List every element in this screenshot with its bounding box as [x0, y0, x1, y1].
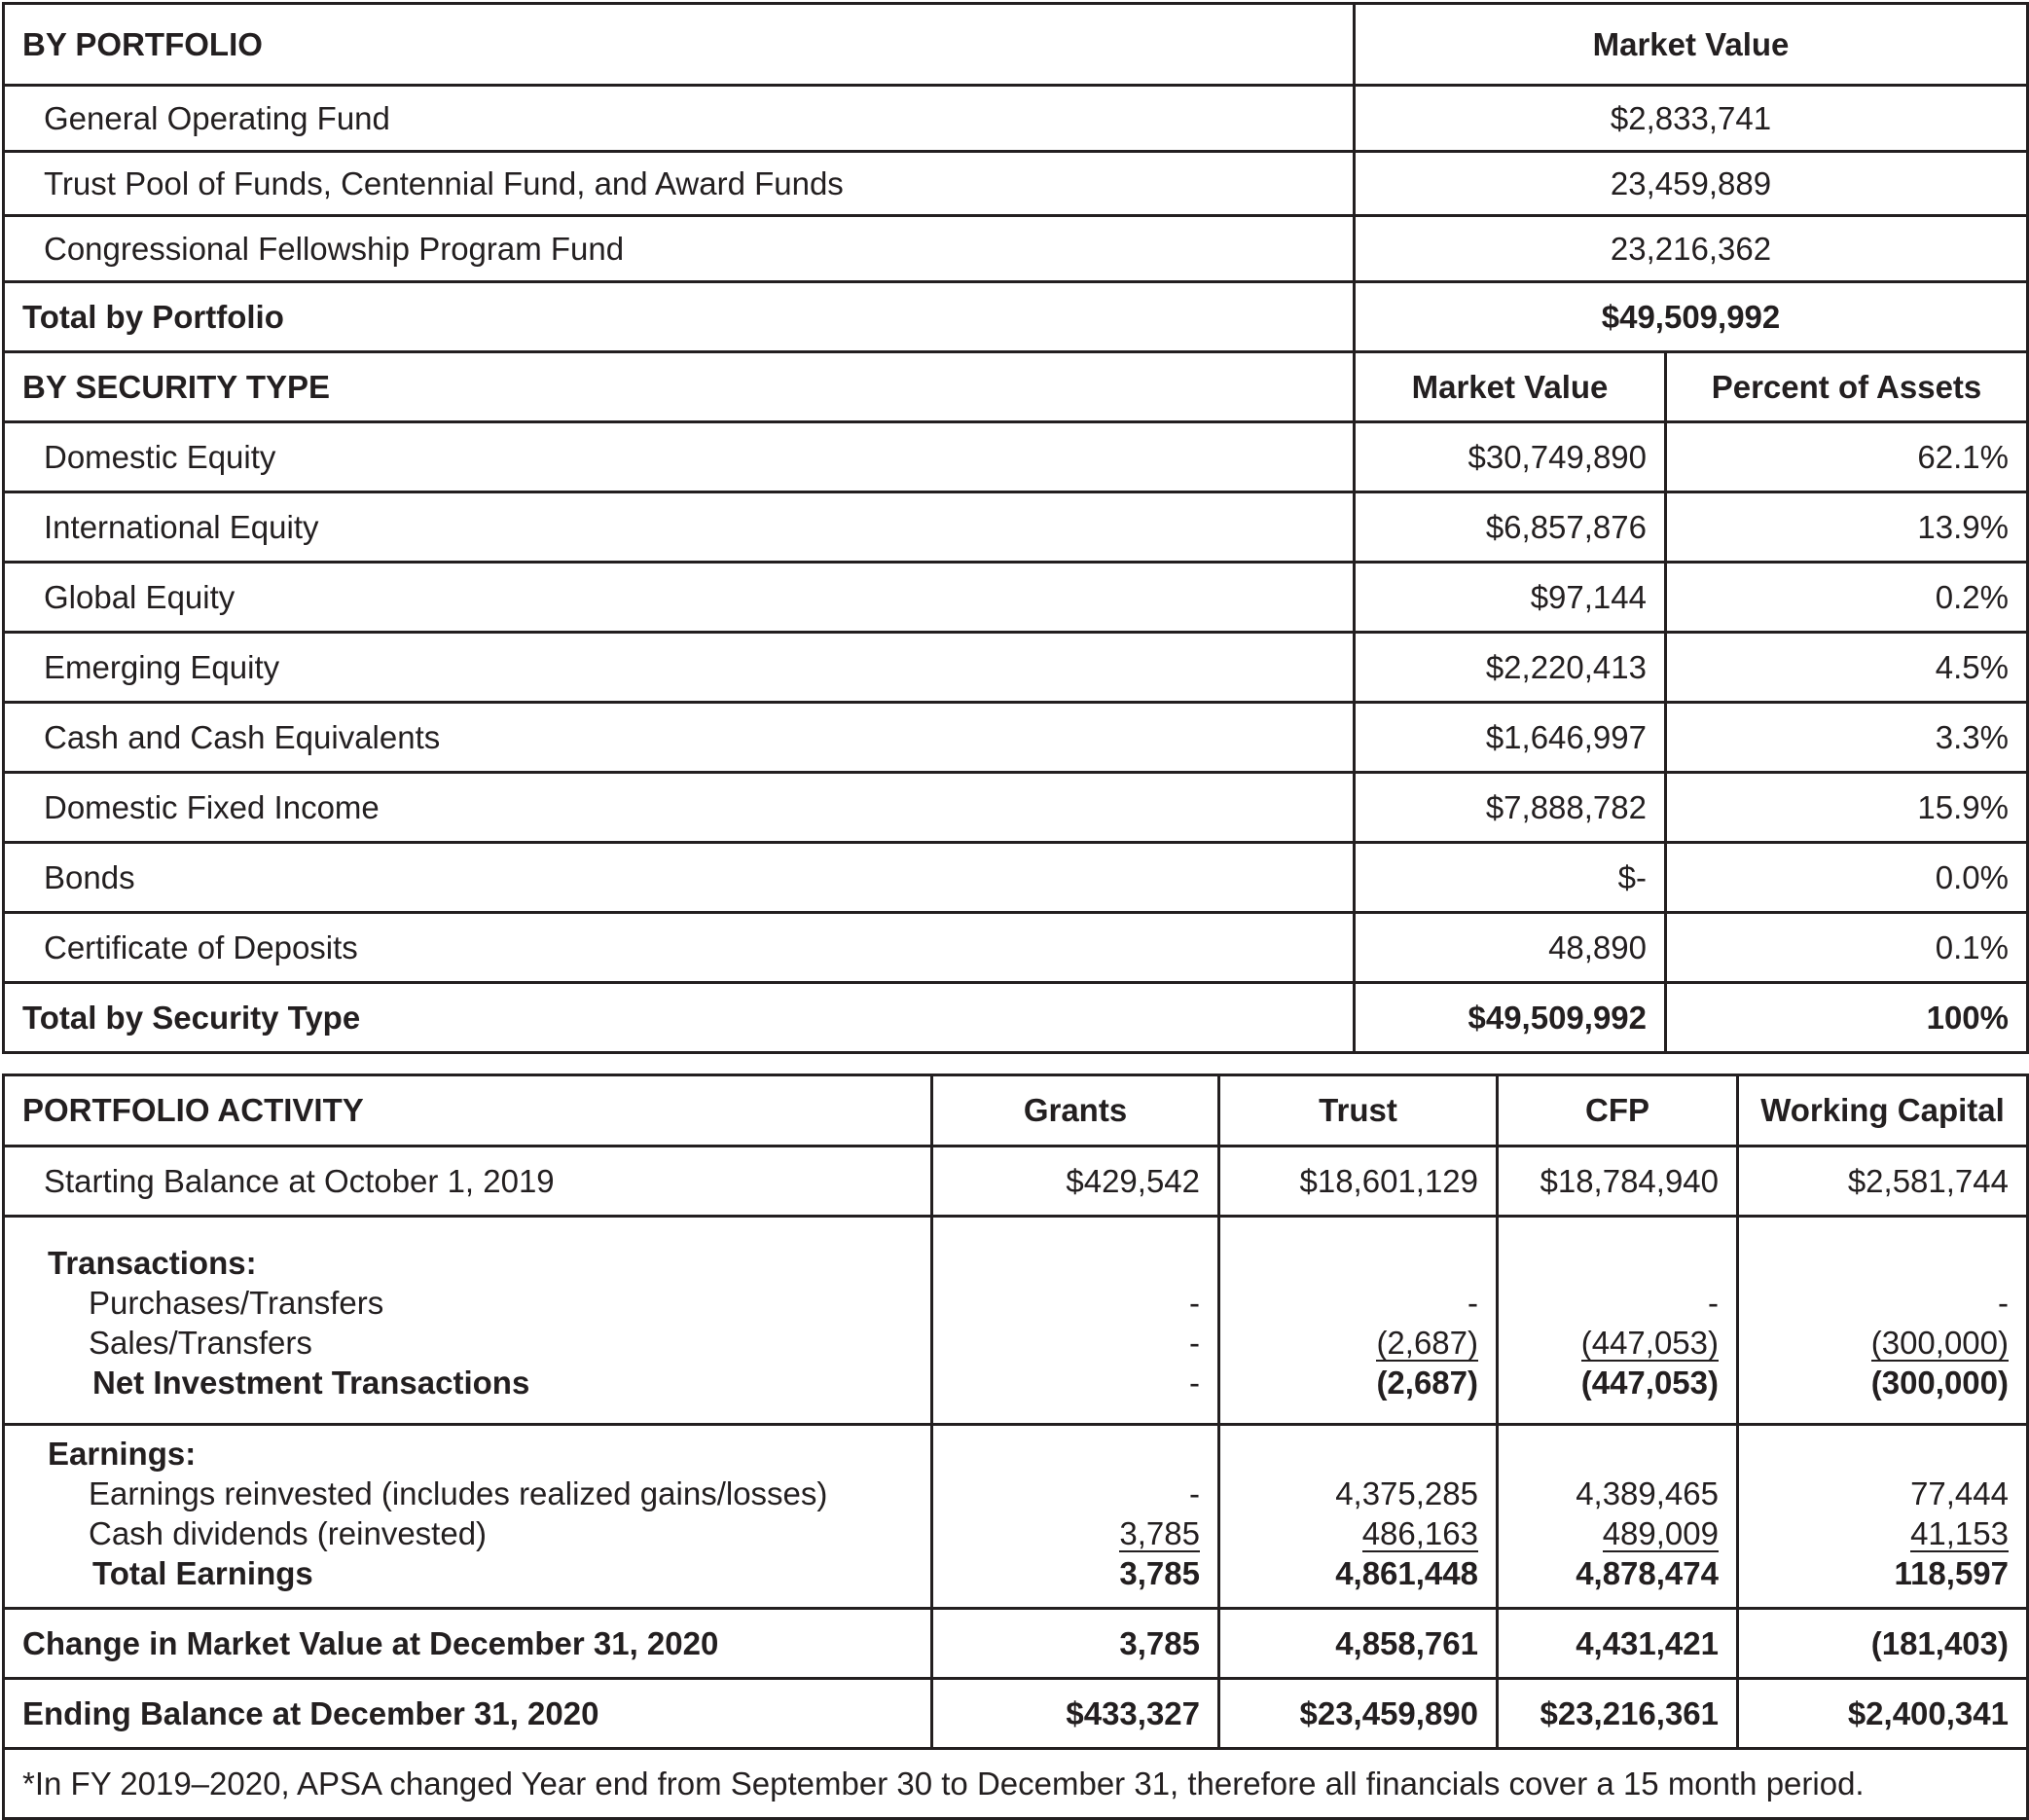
- by-security-heading: BY SECURITY TYPE: [4, 352, 1355, 422]
- net-value: (2,687): [1376, 1365, 1478, 1401]
- total-value: $49,509,992: [1355, 282, 2028, 352]
- row-percent: 0.2%: [1666, 563, 2028, 633]
- sales-value: (447,053): [1580, 1325, 1719, 1361]
- reinvested-value: 4,389,465: [1576, 1475, 1719, 1511]
- row-value: $23,216,361: [1498, 1679, 1738, 1749]
- table-row: [4, 152, 2028, 216]
- portfolio-total-row: [4, 282, 2028, 352]
- sales-value: (2,687): [1376, 1325, 1478, 1361]
- reinvested-value: 77,444: [1910, 1475, 2009, 1511]
- transactions-trust: [1219, 1217, 1498, 1425]
- net-transactions-label: Net Investment Transactions: [92, 1365, 530, 1401]
- dividends-value: 3,785: [1119, 1515, 1200, 1551]
- net-value: (300,000): [1870, 1365, 2009, 1401]
- earnings-labels: [4, 1425, 932, 1609]
- row-label: Starting Balance at October 1, 2019: [4, 1147, 932, 1217]
- row-label: Trust Pool of Funds, Centennial Fund, and Award Funds: [4, 152, 1355, 216]
- transactions-working-capital: [1738, 1217, 2028, 1425]
- row-percent: 0.1%: [1666, 913, 2028, 983]
- total-value: $49,509,992: [1355, 983, 1666, 1053]
- row-value: $-: [1355, 843, 1666, 913]
- row-value: $18,784,940: [1498, 1147, 1738, 1217]
- sales-value: -: [1189, 1325, 1200, 1361]
- total-earnings-label: Total Earnings: [92, 1555, 313, 1591]
- sales-value: (300,000): [1870, 1325, 2009, 1361]
- net-value: (447,053): [1580, 1365, 1719, 1401]
- row-percent: 0.0%: [1666, 843, 2028, 913]
- dividends-value: 489,009: [1602, 1515, 1719, 1551]
- row-label: Emerging Equity: [4, 633, 1355, 703]
- row-value: 48,890: [1355, 913, 1666, 983]
- table-row: [4, 86, 2028, 152]
- row-value: $23,459,890: [1219, 1679, 1498, 1749]
- earnings-trust: [1219, 1425, 1498, 1609]
- portfolio-header-row: [4, 4, 2028, 86]
- row-label: Global Equity: [4, 563, 1355, 633]
- row-percent: 15.9%: [1666, 773, 2028, 843]
- table-row: [4, 773, 2028, 843]
- total-earnings-value: 4,861,448: [1335, 1555, 1478, 1591]
- row-value: 23,459,889: [1355, 152, 2028, 216]
- net-value: -: [1189, 1365, 1200, 1401]
- portfolio-activity-heading: PORTFOLIO ACTIVITY: [4, 1075, 932, 1147]
- row-label: Bonds: [4, 843, 1355, 913]
- by-portfolio-heading: BY PORTFOLIO: [4, 4, 1355, 86]
- reinvested-value: 4,375,285: [1335, 1475, 1478, 1511]
- earnings-block: [4, 1425, 2028, 1609]
- row-label: Certificate of Deposits: [4, 913, 1355, 983]
- row-percent: 3.3%: [1666, 703, 2028, 773]
- row-value: $18,601,129: [1219, 1147, 1498, 1217]
- earnings-grants: [932, 1425, 1219, 1609]
- transactions-labels: [4, 1217, 932, 1425]
- row-value: $2,220,413: [1355, 633, 1666, 703]
- earnings-label: Earnings:: [48, 1436, 197, 1472]
- purchases-label: Purchases/Transfers: [89, 1285, 384, 1321]
- total-label: Total by Security Type: [4, 983, 1355, 1053]
- row-label: International Equity: [4, 492, 1355, 563]
- purchases-value: -: [1708, 1285, 1719, 1321]
- row-label: Congressional Fellowship Program Fund: [4, 216, 1355, 282]
- col-grants: Grants: [932, 1075, 1219, 1147]
- row-value: $30,749,890: [1355, 422, 1666, 492]
- row-value: $2,833,741: [1355, 86, 2028, 152]
- change-row: [4, 1609, 2028, 1679]
- dividends-value: 486,163: [1361, 1515, 1478, 1551]
- row-percent: 4.5%: [1666, 633, 2028, 703]
- row-percent: 13.9%: [1666, 492, 2028, 563]
- table-row: [4, 843, 2028, 913]
- table-row: [4, 563, 2028, 633]
- purchases-value: -: [1467, 1285, 1478, 1321]
- ending-balance-row: [4, 1679, 2028, 1749]
- table-row: [4, 913, 2028, 983]
- portfolio-table: [2, 2, 2029, 1054]
- row-label: Domestic Equity: [4, 422, 1355, 492]
- col-cfp: CFP: [1498, 1075, 1738, 1147]
- total-earnings-value: 3,785: [1119, 1555, 1200, 1591]
- portfolio-activity-table: [2, 1074, 2029, 1820]
- table-row: [4, 633, 2028, 703]
- table-row: [4, 492, 2028, 563]
- row-value: $97,144: [1355, 563, 1666, 633]
- row-value: 4,858,761: [1219, 1609, 1498, 1679]
- row-value: $7,888,782: [1355, 773, 1666, 843]
- row-value: 4,431,421: [1498, 1609, 1738, 1679]
- table-row: [4, 216, 2028, 282]
- total-earnings-value: 118,597: [1894, 1555, 2009, 1591]
- row-value: $2,581,744: [1738, 1147, 2028, 1217]
- table-row: [4, 703, 2028, 773]
- activity-header-row: [4, 1075, 2028, 1147]
- row-value: $1,646,997: [1355, 703, 1666, 773]
- row-value: $429,542: [932, 1147, 1219, 1217]
- dividends-value: 41,153: [1910, 1515, 2009, 1551]
- purchases-value: -: [1998, 1285, 2009, 1321]
- row-label: Change in Market Value at December 31, 2020: [4, 1609, 932, 1679]
- total-label: Total by Portfolio: [4, 282, 1355, 352]
- earnings-working-capital: [1738, 1425, 2028, 1609]
- percent-of-assets-header: Percent of Assets: [1666, 352, 2028, 422]
- row-label: Domestic Fixed Income: [4, 773, 1355, 843]
- total-earnings-value: 4,878,474: [1576, 1555, 1719, 1591]
- row-label: Cash and Cash Equivalents: [4, 703, 1355, 773]
- col-trust: Trust: [1219, 1075, 1498, 1147]
- row-value: 3,785: [932, 1609, 1219, 1679]
- sales-label: Sales/Transfers: [89, 1325, 312, 1361]
- row-value: $2,400,341: [1738, 1679, 2028, 1749]
- security-header-row: [4, 352, 2028, 422]
- starting-balance-row: [4, 1147, 2028, 1217]
- footnote: *In FY 2019–2020, APSA changed Year end from September 30 to December 31, therefore all financials cover a 15 month period.: [4, 1749, 2028, 1819]
- reinvested-label: Earnings reinvested (includes realized gains/losses): [89, 1475, 828, 1511]
- portfolio-market-value-header: Market Value: [1355, 4, 2028, 86]
- purchases-value: -: [1189, 1285, 1200, 1321]
- row-value: $6,857,876: [1355, 492, 1666, 563]
- row-percent: 62.1%: [1666, 422, 2028, 492]
- row-value: 23,216,362: [1355, 216, 2028, 282]
- transactions-grants: [932, 1217, 1219, 1425]
- transactions-label: Transactions:: [48, 1245, 257, 1281]
- security-market-value-header: Market Value: [1355, 352, 1666, 422]
- row-value: (181,403): [1738, 1609, 2028, 1679]
- row-value: $433,327: [932, 1679, 1219, 1749]
- transactions-block: [4, 1217, 2028, 1425]
- footnote-row: [4, 1749, 2028, 1819]
- row-label: Ending Balance at December 31, 2020: [4, 1679, 932, 1749]
- total-percent: 100%: [1666, 983, 2028, 1053]
- row-label: General Operating Fund: [4, 86, 1355, 152]
- table-row: [4, 422, 2028, 492]
- security-total-row: [4, 983, 2028, 1053]
- earnings-cfp: [1498, 1425, 1738, 1609]
- reinvested-value: -: [1189, 1475, 1200, 1511]
- col-working-capital: Working Capital: [1738, 1075, 2028, 1147]
- transactions-cfp: [1498, 1217, 1738, 1425]
- dividends-label: Cash dividends (reinvested): [89, 1515, 488, 1551]
